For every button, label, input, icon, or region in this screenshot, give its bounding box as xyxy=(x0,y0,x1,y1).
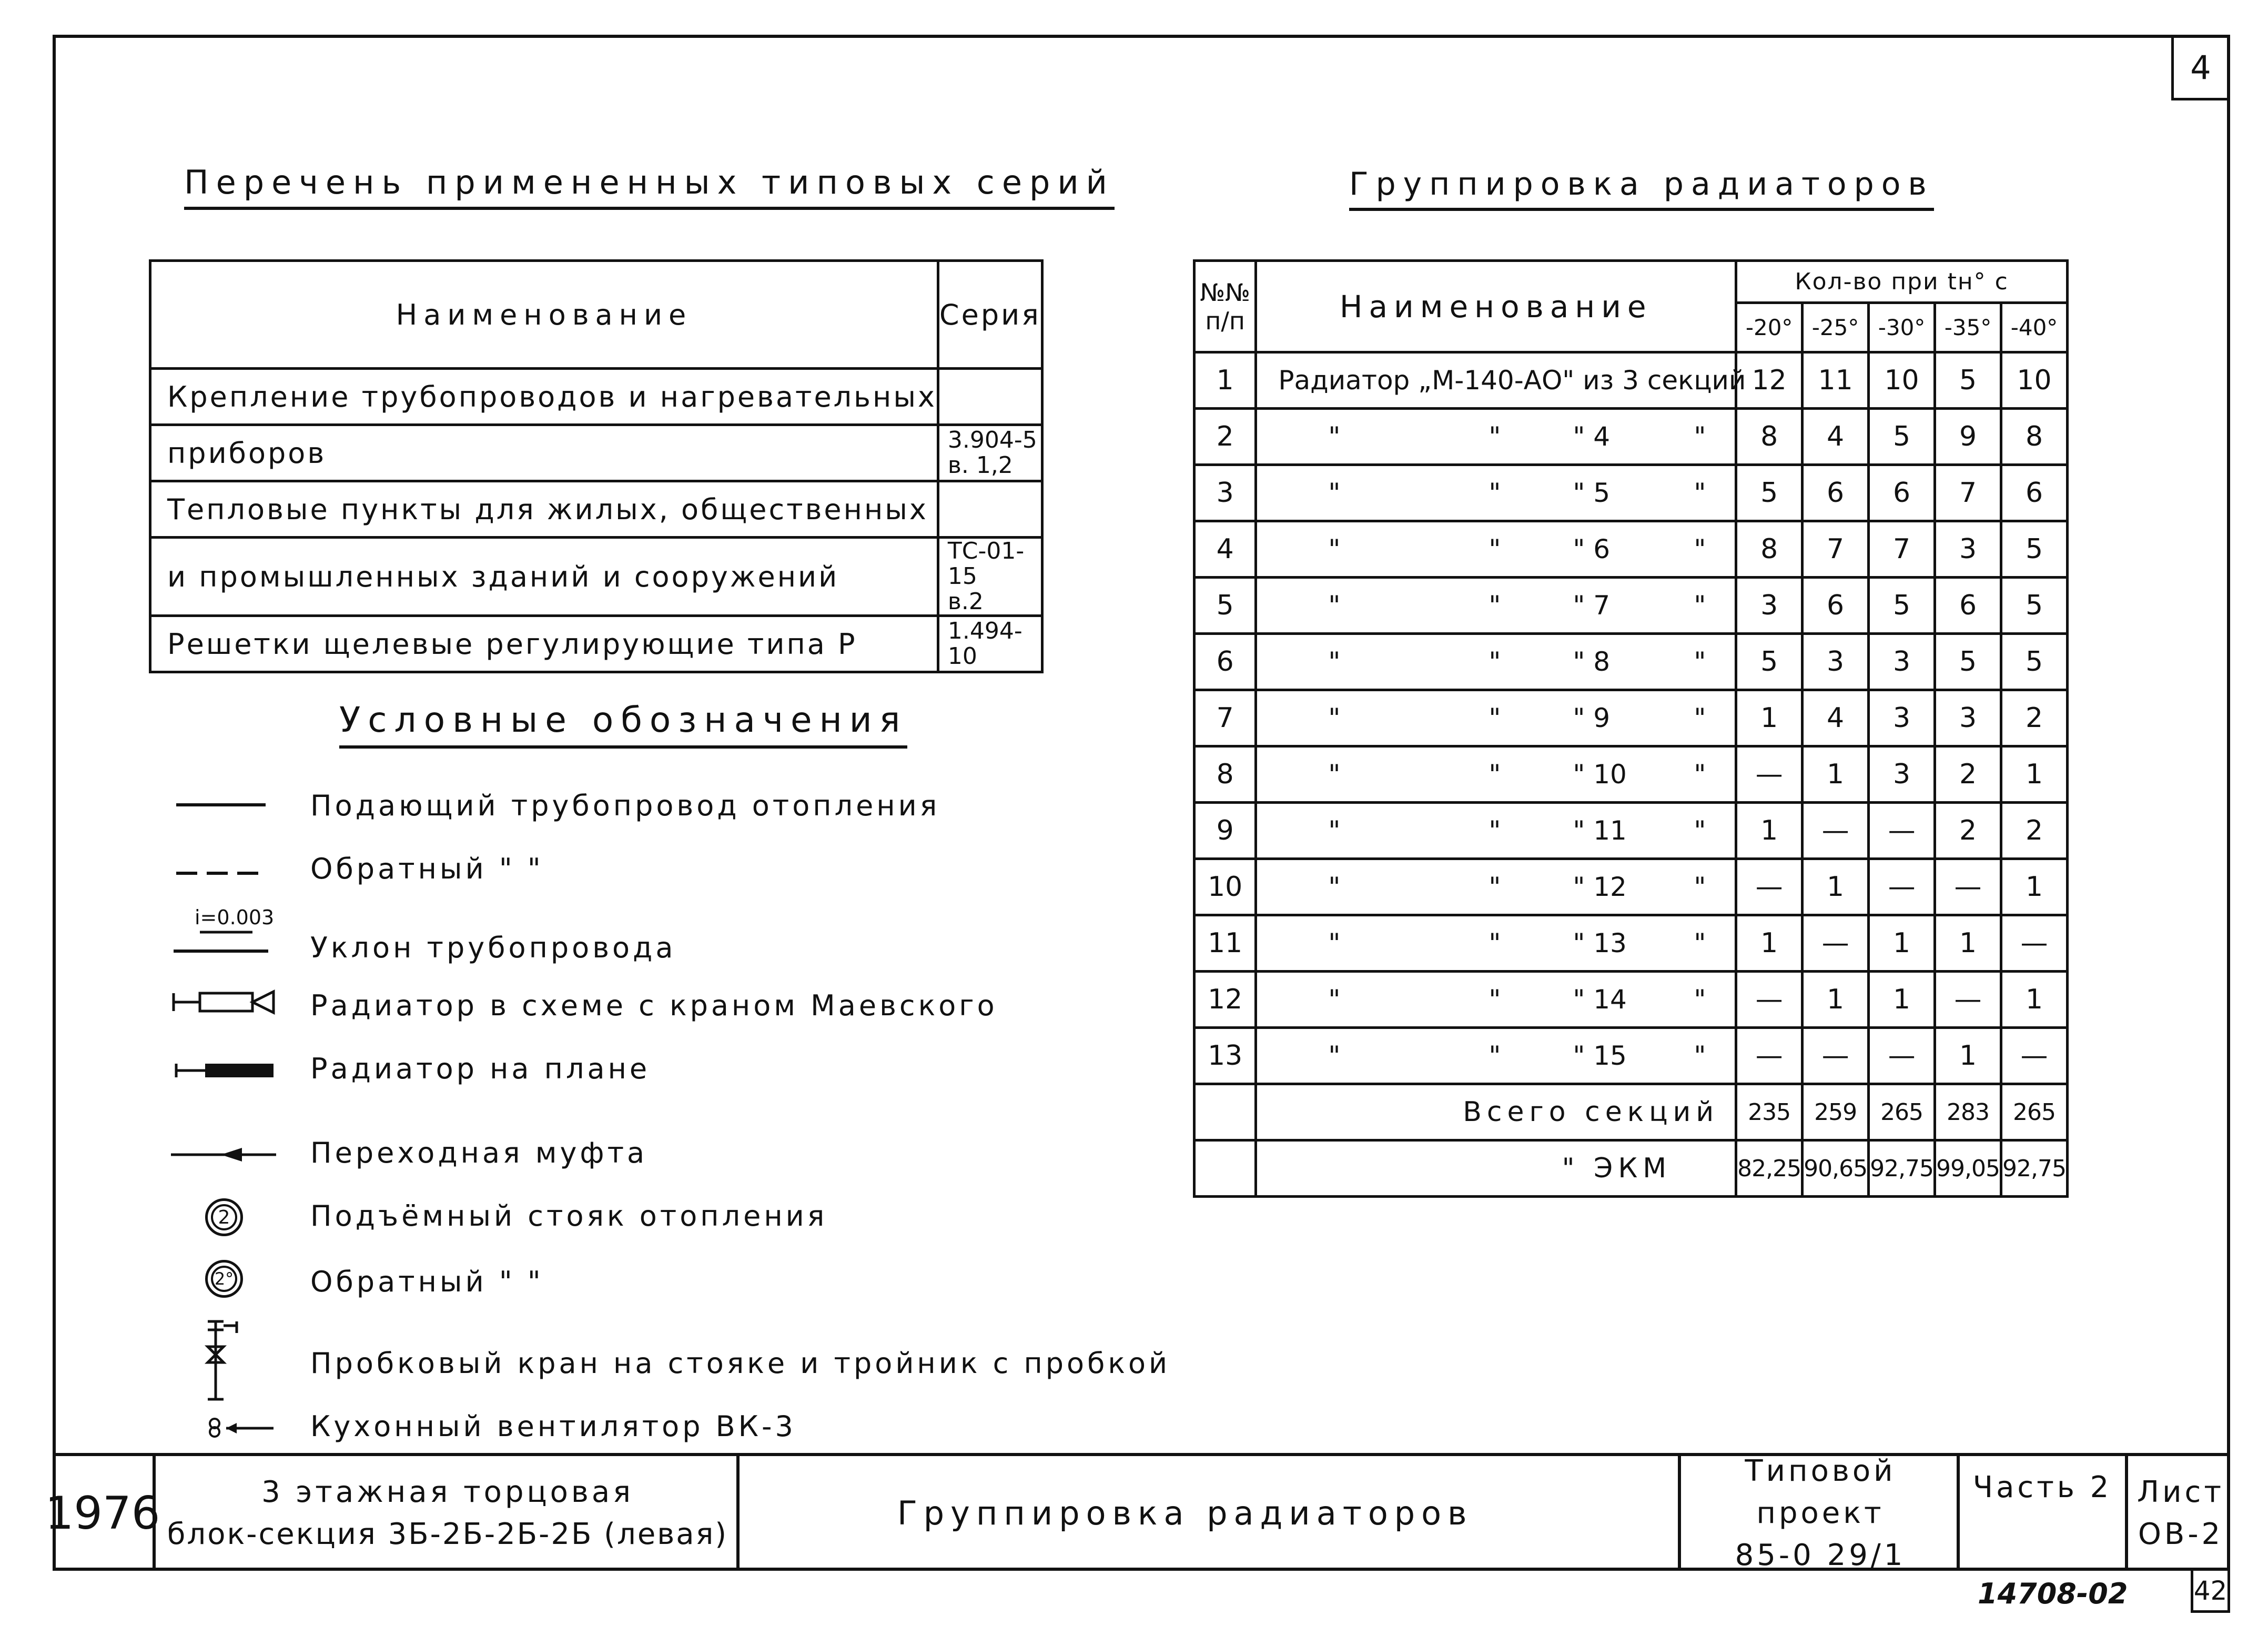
row-name-c4: " xyxy=(1694,815,1706,846)
row-name-c1: " xyxy=(1328,759,1341,790)
row-value: 7 xyxy=(1935,465,2001,521)
series-header-name: Наименование xyxy=(150,261,938,369)
sheet-label: Лист xyxy=(2137,1475,2224,1509)
row-name xyxy=(1256,859,1736,915)
legend-item: Радиатор на плане xyxy=(310,1052,651,1085)
legend-item: Уклон трубопровода xyxy=(310,931,676,964)
row-number: 8 xyxy=(1194,746,1256,803)
row-value: 2 xyxy=(1935,746,2001,803)
row-number: 5 xyxy=(1194,578,1256,634)
radiator-row xyxy=(1194,803,2068,859)
row-name-c4: " xyxy=(1694,872,1706,902)
row-number: 4 xyxy=(1194,521,1256,578)
row-value: — xyxy=(1736,1028,1803,1084)
row-value: — xyxy=(1935,859,2001,915)
row-name-c1: " xyxy=(1328,647,1341,677)
return-riser-icon xyxy=(205,1260,243,1298)
tb-year-cell xyxy=(45,1456,160,1571)
row-name-c2: " xyxy=(1489,928,1501,958)
solid-line-icon xyxy=(174,794,268,815)
series-name: приборов xyxy=(150,425,938,481)
row-value: — xyxy=(2001,915,2068,972)
row-name-c1: " xyxy=(1328,534,1341,564)
tb-title-cell xyxy=(736,1456,1678,1571)
return-riser-label: 2° xyxy=(211,1266,237,1292)
header-temp: -30° xyxy=(1869,303,1935,352)
row-value: 7 xyxy=(1803,521,1869,578)
row-value: — xyxy=(1736,746,1803,803)
row-value: 5 xyxy=(1736,465,1803,521)
radiator-plan-icon xyxy=(174,1057,279,1084)
radiator-header-row-1 xyxy=(1194,261,2068,303)
inventory-number: 14708-02 xyxy=(1978,1577,2128,1610)
row-number: 11 xyxy=(1194,915,1256,972)
row-name-c3: " 14 xyxy=(1573,984,1627,1015)
row-number: 1 xyxy=(1194,352,1256,409)
sheet-number-box xyxy=(2171,35,2230,100)
tb-sheet-cell xyxy=(2125,1456,2233,1571)
row-name xyxy=(1256,803,1736,859)
tb-project-cell xyxy=(1678,1456,1960,1571)
row-name xyxy=(1256,972,1736,1028)
legend-item: Пробковый кран на стояке и тройник с пробкой xyxy=(310,1347,1171,1380)
row-name-c2: " xyxy=(1489,872,1501,902)
row-number: 10 xyxy=(1194,859,1256,915)
row-value: 6 xyxy=(1803,578,1869,634)
total-value: 99,05 xyxy=(1935,1140,2001,1197)
radiator-row xyxy=(1194,972,2068,1028)
series-name: Решетки щелевые регулирующие типа Р xyxy=(150,616,938,672)
radiator-row xyxy=(1194,915,2068,972)
row-name xyxy=(1256,746,1736,803)
row-name-c2: " xyxy=(1489,1041,1501,1071)
row-value: 6 xyxy=(1869,465,1935,521)
row-name xyxy=(1256,521,1736,578)
row-value: 1 xyxy=(2001,746,2068,803)
legend-item: Подъёмный стояк отопления xyxy=(310,1199,828,1233)
row-value: 3 xyxy=(1935,690,2001,746)
row-value: — xyxy=(1869,859,1935,915)
row-value: 1 xyxy=(1803,972,1869,1028)
row-name-c3: " 12 xyxy=(1573,872,1627,902)
page-number-box xyxy=(2191,1571,2230,1613)
header-name: Наименование xyxy=(1256,261,1736,352)
legend-item: Подающий трубопровод отопления xyxy=(310,789,940,822)
row-name-c3: " 8 xyxy=(1573,647,1611,677)
series-code xyxy=(938,481,1042,538)
year: 1976 xyxy=(45,1487,160,1540)
row-number: 9 xyxy=(1194,803,1256,859)
row-value: 5 xyxy=(2001,634,2068,690)
radiator-row xyxy=(1194,634,2068,690)
row-name xyxy=(1256,1028,1736,1084)
row-name xyxy=(1256,578,1736,634)
total-label: " ЭКМ xyxy=(1256,1140,1736,1197)
row-name-c4: " xyxy=(1694,928,1706,958)
row-value: 1 xyxy=(1869,972,1935,1028)
row-value: 8 xyxy=(1736,521,1803,578)
row-value: 1 xyxy=(1736,690,1803,746)
radiator-row xyxy=(1194,465,2068,521)
header-temp: -35° xyxy=(1935,303,2001,352)
radiator-row xyxy=(1194,521,2068,578)
series-row xyxy=(150,369,1042,425)
row-name-c1: " xyxy=(1328,984,1341,1015)
row-name-c4: " xyxy=(1694,590,1706,621)
row-value: 12 xyxy=(1736,352,1803,409)
series-name: Крепление трубопроводов и нагревательных xyxy=(150,369,938,425)
legend-item: Обратный " " xyxy=(310,1265,544,1298)
row-name xyxy=(1256,409,1736,465)
series-table xyxy=(149,259,1044,673)
row-value: 1 xyxy=(1935,1028,2001,1084)
row-value: 10 xyxy=(1869,352,1935,409)
row-value: 5 xyxy=(1935,352,2001,409)
row-value: 1 xyxy=(1736,803,1803,859)
row-value: — xyxy=(2001,1028,2068,1084)
row-value: 2 xyxy=(2001,690,2068,746)
row-number: 2 xyxy=(1194,409,1256,465)
row-name-c2: " xyxy=(1489,759,1501,790)
row-value: 1 xyxy=(1935,915,2001,972)
row-name-c1: " xyxy=(1328,815,1341,846)
coupling-icon xyxy=(168,1142,279,1168)
total-value: 82,25 xyxy=(1736,1140,1803,1197)
row-value: 1 xyxy=(2001,972,2068,1028)
row-name-c3: " 15 xyxy=(1573,1041,1627,1071)
row-name-c3: " 5 xyxy=(1573,478,1611,508)
row-value: 4 xyxy=(1803,409,1869,465)
row-value: 3 xyxy=(1935,521,2001,578)
row-name xyxy=(1256,352,1746,409)
row-value: 1 xyxy=(1869,915,1935,972)
row-value: — xyxy=(1935,972,2001,1028)
row-number: 6 xyxy=(1194,634,1256,690)
total-label: Всего секций xyxy=(1256,1084,1736,1140)
series-code: 1.494-10 xyxy=(938,616,1042,672)
radiator-row xyxy=(1194,409,2068,465)
header-temp: -20° xyxy=(1736,303,1803,352)
row-value: — xyxy=(1736,859,1803,915)
row-value: 3 xyxy=(1869,634,1935,690)
row-name-c3: " 7 xyxy=(1573,590,1611,621)
sheet-title: Группировка радиаторов xyxy=(897,1494,1473,1532)
series-row xyxy=(150,481,1042,538)
part: Часть 2 xyxy=(1972,1470,2112,1504)
row-number: 12 xyxy=(1194,972,1256,1028)
row-name-c1: " xyxy=(1328,421,1341,452)
row-name-c4: " xyxy=(1694,534,1706,564)
riser-icon xyxy=(205,1198,243,1236)
radiator-row xyxy=(1194,690,2068,746)
row-name-c2: " xyxy=(1489,421,1501,452)
header-temp: -40° xyxy=(2001,303,2068,352)
row-value: 5 xyxy=(1869,578,1935,634)
series-list-heading: Перечень примененных типовых серий xyxy=(184,163,1115,210)
row-value: 6 xyxy=(2001,465,2068,521)
row-name-c3: " 10 xyxy=(1573,759,1627,790)
row-value: — xyxy=(1869,803,1935,859)
row-name xyxy=(1256,915,1736,972)
row-name-c1: " xyxy=(1328,590,1341,621)
row-value: 8 xyxy=(2001,409,2068,465)
dashed-line-icon xyxy=(174,863,268,884)
row-value: 5 xyxy=(1935,634,2001,690)
row-name-c3: " 9 xyxy=(1573,703,1611,733)
row-value: 3 xyxy=(1869,690,1935,746)
slope-label: i=0.003 xyxy=(195,906,275,929)
row-value: 2 xyxy=(1935,803,2001,859)
radiator-row xyxy=(1194,578,2068,634)
row-name-c1: " xyxy=(1328,872,1341,902)
header-qty: Кол-во при tн° с xyxy=(1736,261,2068,303)
sheet-number: 4 xyxy=(2190,48,2211,87)
radiator-table xyxy=(1193,259,2069,1198)
row-value: 4 xyxy=(1803,690,1869,746)
radiator-row xyxy=(1194,1028,2068,1084)
building-line-2: блок-секция 3Б-2Б-2Б-2Б (левая) xyxy=(167,1517,728,1551)
row-name-c1: " xyxy=(1328,478,1341,508)
row-value: 3 xyxy=(1736,578,1803,634)
sheet-code: ОВ-2 xyxy=(2138,1517,2224,1551)
series-row xyxy=(150,425,1042,481)
series-row xyxy=(150,538,1042,616)
legend-item: Радиатор в схеме с краном Маевского xyxy=(310,989,998,1022)
series-name: Тепловые пункты для жилых, общественных xyxy=(150,481,938,538)
row-value: — xyxy=(1803,1028,1869,1084)
row-name-c2: " xyxy=(1489,815,1501,846)
row-name-c2: " xyxy=(1489,534,1501,564)
row-value: 3 xyxy=(1803,634,1869,690)
row-value: 1 xyxy=(1736,915,1803,972)
row-value: 6 xyxy=(1935,578,2001,634)
page-number: 42 xyxy=(2193,1575,2228,1606)
row-name-c2: " xyxy=(1489,647,1501,677)
series-name: и промышленных зданий и сооружений xyxy=(150,538,938,616)
row-name-c3: " 4 xyxy=(1573,421,1611,452)
row-name-c3: " 13 xyxy=(1573,928,1627,958)
row-name-c4: " xyxy=(1694,703,1706,733)
row-name-c2: " xyxy=(1489,703,1501,733)
series-header-series: Серия xyxy=(938,261,1042,369)
total-value: 90,65 xyxy=(1803,1140,1869,1197)
series-table-header xyxy=(150,261,1042,369)
fan-icon xyxy=(205,1415,279,1441)
total-value: 92,75 xyxy=(1869,1140,1935,1197)
row-name-c2: " xyxy=(1489,590,1501,621)
radiator-row xyxy=(1194,859,2068,915)
row-name-c2: " xyxy=(1489,478,1501,508)
row-number: 3 xyxy=(1194,465,1256,521)
legend-heading: Условные обозначения xyxy=(339,700,907,749)
row-name-c4: " xyxy=(1694,478,1706,508)
total-value: 283 xyxy=(1935,1084,2001,1140)
total-empty xyxy=(1194,1084,1256,1140)
tb-building-cell xyxy=(153,1456,740,1571)
row-name-c2: " xyxy=(1489,984,1501,1015)
row-name-c1: " xyxy=(1328,1041,1341,1071)
header-temp: -25° xyxy=(1803,303,1869,352)
row-name-c4: " xyxy=(1694,759,1706,790)
row-value: 1 xyxy=(1803,746,1869,803)
row-value: — xyxy=(1736,972,1803,1028)
series-code xyxy=(938,369,1042,425)
row-value: — xyxy=(1803,915,1869,972)
radiator-scheme-icon xyxy=(168,984,284,1021)
row-value: 5 xyxy=(2001,578,2068,634)
legend-item: Обратный " " xyxy=(310,852,544,885)
row-value: 10 xyxy=(2001,352,2068,409)
riser-label: 2 xyxy=(211,1204,237,1230)
total-value: 235 xyxy=(1736,1084,1803,1140)
building-line-1: 3 этажная торцовая xyxy=(261,1475,634,1509)
row-name-c4: " xyxy=(1694,647,1706,677)
row-value: 1 xyxy=(1803,859,1869,915)
total-value: 92,75 xyxy=(2001,1140,2068,1197)
row-name xyxy=(1256,634,1736,690)
row-name-c4: " xyxy=(1694,421,1706,452)
total-value: 265 xyxy=(2001,1084,2068,1140)
row-name xyxy=(1256,690,1736,746)
row-name-c3: " 11 xyxy=(1573,815,1627,846)
row-value: — xyxy=(1869,1028,1935,1084)
row-value: 2 xyxy=(2001,803,2068,859)
total-sections-row xyxy=(1194,1084,2068,1140)
legend-item: Переходная муфта xyxy=(310,1136,648,1169)
row-name-c4: " xyxy=(1694,1041,1706,1071)
radiator-row xyxy=(1194,352,2068,409)
plug-valve-icon xyxy=(200,1315,247,1405)
row-name-c1: " xyxy=(1328,928,1341,958)
row-value: 11 xyxy=(1803,352,1869,409)
row-number: 7 xyxy=(1194,690,1256,746)
project-number: 85-0 29/1 xyxy=(1735,1538,1906,1572)
header-num: №№ п/п xyxy=(1194,261,1256,352)
total-value: 259 xyxy=(1803,1084,1869,1140)
total-value: 265 xyxy=(1869,1084,1935,1140)
radiators-heading: Группировка радиаторов xyxy=(1349,166,1934,211)
row-name-c3: " 6 xyxy=(1573,534,1611,564)
row-value: 5 xyxy=(1736,634,1803,690)
row-number: 13 xyxy=(1194,1028,1256,1084)
row-name-c1: " xyxy=(1328,703,1341,733)
row-name-text: Радиатор „М-140-АО" из 3 секций xyxy=(1278,365,1746,396)
series-code: ТС-01-15 в.2 xyxy=(938,538,1042,616)
row-value: 7 xyxy=(1869,521,1935,578)
slope-icon xyxy=(168,926,274,957)
series-code: 3.904-5 в. 1,2 xyxy=(938,425,1042,481)
row-name xyxy=(1256,465,1736,521)
total-ekm-row xyxy=(1194,1140,2068,1197)
row-value: 3 xyxy=(1869,746,1935,803)
row-value: — xyxy=(1803,803,1869,859)
row-value: 9 xyxy=(1935,409,2001,465)
project-label: Типовой проект xyxy=(1745,1454,1896,1530)
series-row xyxy=(150,616,1042,672)
radiator-row xyxy=(1194,746,2068,803)
legend-item: Кухонный вентилятор ВК-3 xyxy=(310,1410,796,1443)
tb-part-cell xyxy=(1957,1456,2125,1571)
row-value: 8 xyxy=(1736,409,1803,465)
row-value: 6 xyxy=(1803,465,1869,521)
total-empty xyxy=(1194,1140,1256,1197)
row-value: 5 xyxy=(2001,521,2068,578)
row-name-c4: " xyxy=(1694,984,1706,1015)
row-value: 5 xyxy=(1869,409,1935,465)
row-value: 1 xyxy=(2001,859,2068,915)
